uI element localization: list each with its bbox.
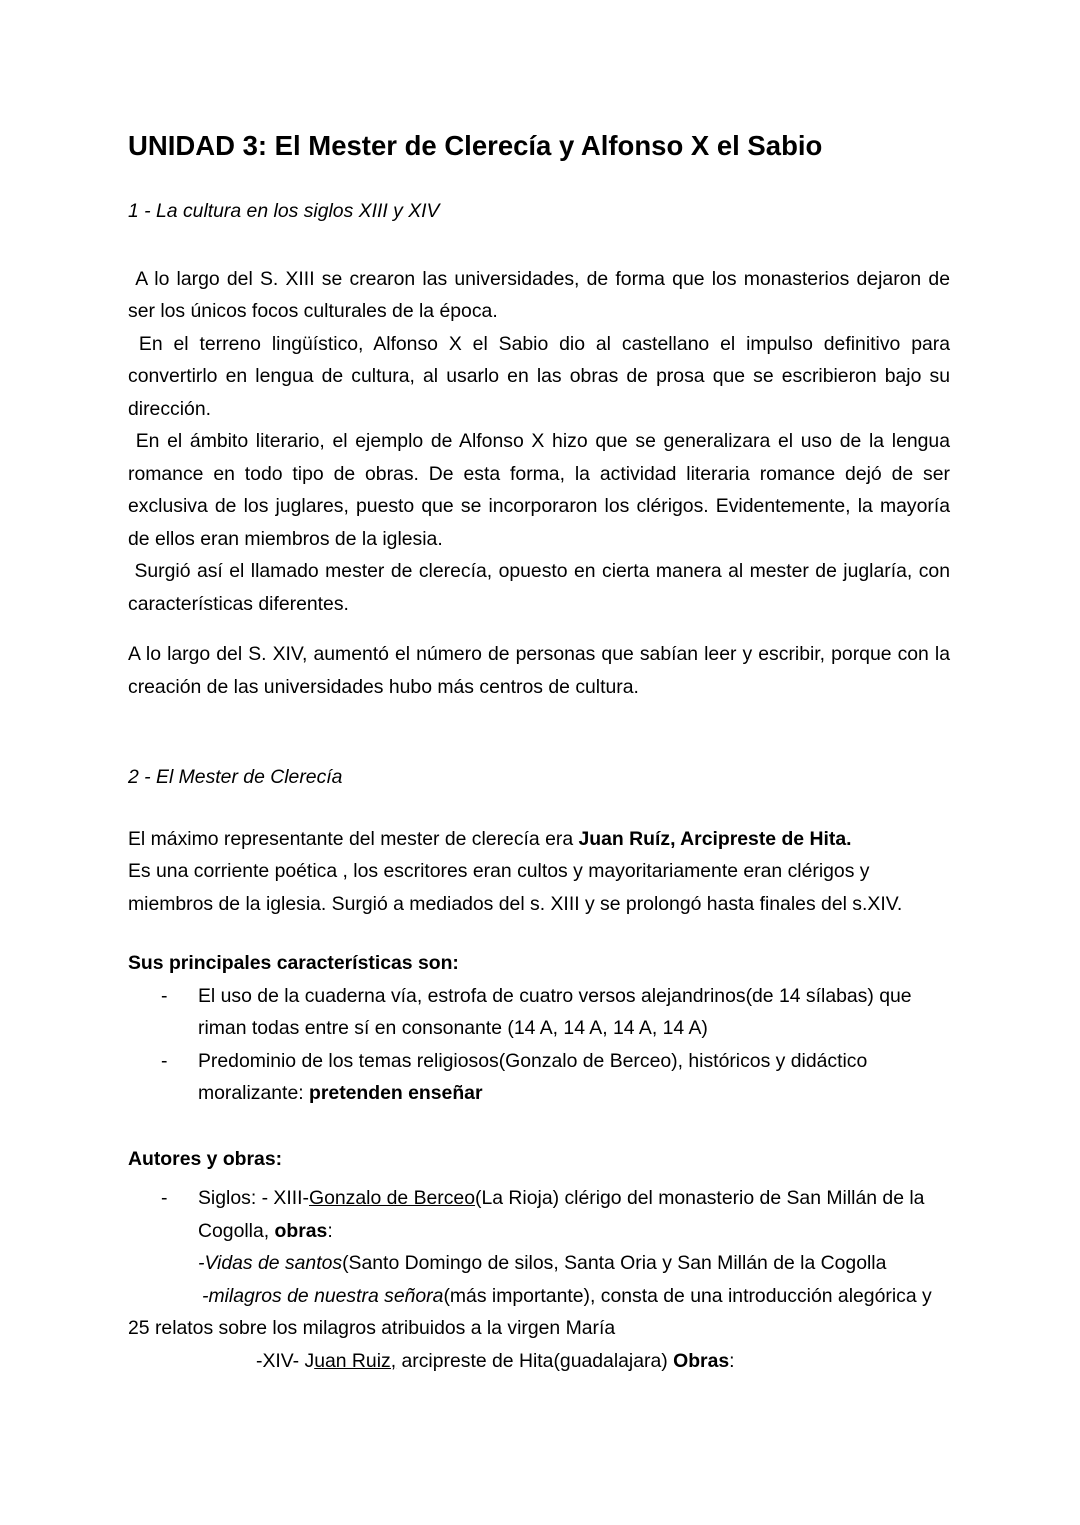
- list-item-text: El uso de la cuaderna vía, estrofa de cuatro versos alejandrinos(de 14 sílabas) que riman todas entre sí en consonante (14 A, 14 A, 14 A, 14 A): [198, 984, 912, 1039]
- milagros-text: (más importante), consta de una introducción alegórica y 25 relatos sobre los milagros atribuidos a la virgen María: [128, 1284, 932, 1339]
- intro-text: El máximo representante del mester de clerecía era: [128, 827, 579, 850]
- list-item-temas-religiosos: [128, 1045, 950, 1110]
- section1-heading: 1 - La cultura en los siglos XIII y XIV: [128, 200, 440, 222]
- xiv-text: -XIV- J: [256, 1349, 315, 1372]
- bullet-dash: -: [161, 984, 168, 1007]
- milagros-italic: -milagros de nuestra señora: [202, 1284, 444, 1307]
- paragraph-universidades: A lo largo del S. XIII se crearon las universidades, de forma que los monasterios dejaron de ser los únicos focos culturales de la época.: [128, 267, 956, 322]
- xiv-text: arcipreste de Hita(guadalajara): [396, 1349, 674, 1372]
- xiv-bold: Obras: [673, 1349, 730, 1372]
- list-item-siglos: [128, 1182, 950, 1247]
- item-text: Predominio de los temas religiosos(Gonzalo de Berceo), históricos y didáctico moralizante:: [198, 1049, 868, 1104]
- section2-heading: 2 - El Mester de Clerecía: [128, 766, 343, 788]
- section2-intro: [128, 823, 950, 921]
- paragraph-maximo-representante: [128, 823, 950, 856]
- intro-author-bold: Juan Ruíz, Arcipreste de Hita.: [578, 827, 852, 850]
- item-bold: pretenden enseñar: [309, 1082, 483, 1104]
- document-title: UNIDAD 3: El Mester de Clerecía y Alfonso X el Sabio: [128, 130, 823, 161]
- xiv-underline: uan Ruiz,: [314, 1349, 397, 1372]
- line-xiv-juan-ruiz: [128, 1345, 950, 1378]
- authors-heading: Autores y obras:: [128, 1147, 283, 1170]
- paragraph-ambito-literario: En el ámbito literario, el ejemplo de Alfonso X hizo que se generalizara el uso de la lengua romance en todo tipo de obras. De esta forma, la actividad literaria romance dejó de ser exclusiva de los juglares, puesto que se incorporaron los clérigos. Evidentemente, la mayoría de ellos eran miembros de la iglesia.: [128, 430, 956, 550]
- paragraph-terreno-linguistico: En el terreno lingüístico, Alfonso X el Sabio dio al castellano el impulso definitivo para convertirlo en lengua de cultura, al usarlo en las obras de prosa que se escribieron bajo su dirección.: [128, 332, 956, 420]
- siglos-underline: Gonzalo de Berceo: [309, 1187, 476, 1209]
- document-content: [0, 129, 1080, 1377]
- xiv-text: :: [729, 1349, 735, 1372]
- list-item-text: [198, 1187, 924, 1242]
- paragraph-corriente-poetica: Es una corriente poética , los escritores eran cultos y mayoritariamente eran clérigos y miembros de la iglesia. Surgió a mediados del s. XIII y se prolongó hasta finales del s.XIV.: [128, 860, 903, 915]
- bullet-dash: -: [161, 1049, 168, 1072]
- line-vidas-de-santos: [128, 1247, 950, 1280]
- bullet-dash: -: [161, 1187, 168, 1209]
- vidas-italic: -Vidas de santos: [198, 1252, 343, 1274]
- paragraph-milagros: [128, 1280, 950, 1345]
- list-item-text: [198, 1050, 867, 1105]
- siglos-text: (La Rioja) clérigo del monasterio de San Millán de la Cogolla,: [198, 1187, 925, 1242]
- siglos-text: :: [327, 1219, 333, 1242]
- list-item-cuaderna-via: [128, 980, 950, 1045]
- siglos-text: Siglos: - XIII-: [198, 1187, 309, 1209]
- vidas-text: (Santo Domingo de silos, Santa Oria y San Millán de la Cogolla: [342, 1252, 887, 1274]
- characteristics-heading: Sus principales características son:: [128, 952, 459, 974]
- paragraph-siglo-xiv: A lo largo del S. XIV, aumentó el número de personas que sabían leer y escribir, porque con la creación de las universidades hubo más centros de cultura.: [128, 643, 956, 698]
- paragraph-surgio-mester: Surgió así el llamado mester de clerecía, opuesto en cierta manera al mester de juglaría, con características diferentes.: [128, 560, 956, 615]
- siglos-bold: obras: [274, 1219, 328, 1242]
